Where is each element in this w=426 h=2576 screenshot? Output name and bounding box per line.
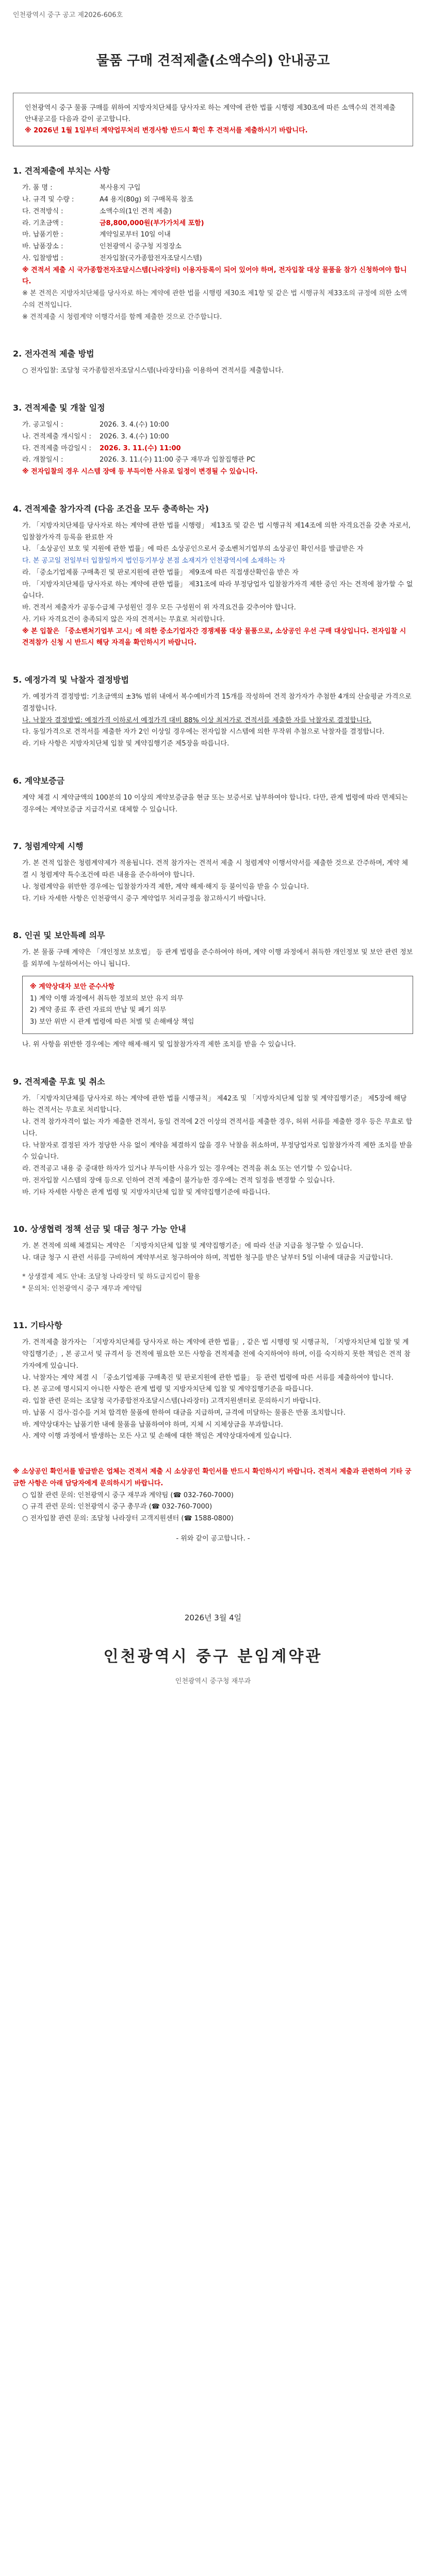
s9-item: 라. 견적공고 내용 중 중대한 하자가 있거나 부득이한 사유가 있는 경우에는 견적을 취소 또는 연기할 수 있습니다. [22,1165,352,1173]
section-10 [13,1222,413,1295]
s1-note: ※ 견적서 제출 시 국가종합전자조달시스템(나라장터) 이용자등록이 되어 있어야 하며, 전자입찰 대상 물품을 참가 신청하여야 합니다. [22,266,407,286]
s7-item: 다. 기타 자세한 사항은 인천광역시 중구 계약업무 처리규정을 참고하시기 바랍니다. [22,894,266,903]
s11-item: 다. 본 공고에 명시되지 아니한 사항은 관계 법령 및 지방자치단체 입찰 및 계약집행기준을 따릅니다. [22,1385,314,1394]
section-10-heading: 10. 상생협력 정책 선금 및 대금 청구 가능 안내 [13,1224,186,1234]
s1-value: 금8,800,000원(부가가치세 포함) [100,219,204,227]
s8-text2: 나. 위 사항을 위반한 경우에는 계약 해제·해지 및 입찰참가자격 제한 조치를 받을 수 있습니다. [22,1040,296,1048]
issuing-authority: 인천광역시 중구 분임계약관 [103,1647,323,1666]
s1-note: ※ 본 견적은 지방자치단체를 당사자로 하는 계약에 관한 법률 시행령 제30조 제1항 및 같은 법 시행규칙 제33조의 규정에 의한 소액수의 견적입니다. [22,290,407,309]
s11-item: 가. 견적제출 참가자는 「지방자치단체를 당사자로 하는 계약에 관한 법률」, 같은 법 시행령 및 시행규칙, 「지방자치단체 입찰 및 계약집행기준」, 본 공고서 및 규격서 등 견적에 필요한 모든 사항을 견적제출 전에 숙지하여야 하며, 이를 숙지하지 못한 책임은 견적 참가자에게 있습니다. [22,1338,411,1370]
s10-list-item: * 상생결제 제도 안내: 조달청 나라장터 및 하도급지킴이 활용 [22,1273,201,1281]
s9-item: 가. 「지방자치단체를 당사자로 하는 계약에 관한 법률 시행규칙」 제42조 및 「지방자치단체 입찰 및 계약집행기준」 제5장에 해당하는 견적서는 무효로 처리합니다. [22,1094,407,1114]
s2-text: ○ 전자입찰: 조달청 국가종합전자조달시스템(나라장터)을 이용하여 견적서를 제출합니다. [22,367,284,375]
closing-sub: - 위와 같이 공고합니다. - [176,1534,250,1543]
section-8-heading: 8. 인권 및 보안특례 의무 [13,930,105,941]
s5-item: 다. 동일가격으로 견적서를 제출한 자가 2인 이상일 경우에는 전자입찰 시스템에 의한 무작위 추첨으로 낙찰자를 결정합니다. [22,728,385,736]
section-6-heading: 6. 계약보증금 [13,775,65,786]
s8-security-box [22,976,413,1034]
intro-red-notice: ※ 2026년 1월 1일부터 계약업무처리 변경사항 반드시 확인 후 견적서를 제출하시기 바랍니다. [25,127,308,135]
s1-value: 인천광역시 중구청 지정장소 [100,243,182,251]
s8-box-title: ※ 계약상대자 보안 준수사항 [30,982,115,991]
section-11 [13,1318,413,1443]
section-4 [13,502,413,649]
s7-item: 가. 본 견적 입찰은 청렴계약제가 적용됩니다. 견적 참가자는 견적서 제출 시 청렴계약 이행서약서를 제출한 것으로 간주하며, 계약 체결 시 청렴계약 특수조건에 따른 내용을 준수하여야 합니다. [22,859,408,879]
s11-item: 사. 계약 이행 과정에서 발생하는 모든 사고 및 손해에 대한 책임은 계약상대자에게 있습니다. [22,1432,292,1440]
s1-row [22,218,413,230]
s4-item: 가. 「지방자치단체를 당사자로 하는 계약에 관한 법률 시행령」 제13조 및 같은 법 시행규칙 제14조에 의한 자격요건을 갖춘 자로서, 입찰참가자격 등록을 완료한 자 [22,521,411,541]
s7-item: 나. 청렴계약을 위반한 경우에는 입찰참가자격 제한, 계약 해제·해지 등 불이익을 받을 수 있습니다. [22,883,309,891]
s4-item: 사. 기타 자격요건이 충족되지 않은 자의 견적서는 무효로 처리합니다. [22,615,225,623]
section-5 [13,673,413,750]
s1-key: 라. 기초금액 : [22,219,63,227]
s9-item: 마. 전자입찰 시스템의 장애 등으로 인하여 견적 제출이 불가능한 경우에는 견적 일정을 변경할 수 있습니다. [22,1176,335,1184]
s3-key: 가. 공고일시 : [22,421,63,429]
s3-value: 2026. 3. 11.(수) 11:00 중구 재무과 입찰집행관 PC [100,456,255,464]
s3-row [22,454,413,466]
section-1 [13,164,413,323]
s1-value: 계약일로부터 10일 이내 [100,231,171,239]
s3-value: 2026. 3. 11.(수) 11:00 [100,444,181,452]
s1-note: ※ 견적제출 시 청렴계약 이행각서를 함께 제출한 것으로 간주합니다. [22,313,222,321]
contact-line: ○ 전자입찰 관련 문의: 조달청 나라장터 고객지원센터 (☎ 1588-0800) [22,1515,234,1523]
s3-key: 라. 개찰일시 : [22,456,63,464]
s11-item: 마. 납품 시 검사·검수를 거쳐 합격한 물품에 한하여 대금을 지급하며, 규격에 미달하는 물품은 반품 조치합니다. [22,1409,346,1417]
announcement-number: 인천광역시 중구 공고 제2026-606호 [13,11,123,19]
s4-item: 바. 견적서 제출자가 공동수급체 구성원인 경우 모든 구성원이 위 자격요건을 갖추어야 합니다. [22,604,296,612]
section-3-heading: 3. 견적제출 및 개찰 일정 [13,403,105,413]
s4-item: 라. 「중소기업제품 구매촉진 및 판로지원에 관한 법률」 제9조에 따른 직접생산확인을 받은 자 [22,568,299,577]
s1-row [22,229,413,241]
s4-item: 다. 본 공고일 전일부터 입찰일까지 법인등기부상 본점 소재지가 인천광역시에 소재하는 자 [22,557,286,565]
s3-value: 2026. 3. 4.(수) 10:00 [100,432,169,440]
intro-box [13,93,413,146]
section-7-heading: 7. 청렴계약제 시행 [13,841,84,852]
s1-row [22,182,413,194]
s3-note: ※ 전자입찰의 경우 시스템 장애 등 부득이한 사유로 일정이 변경될 수 있습니다. [22,468,258,476]
section-4-heading: 4. 견적제출 참가자격 (다음 조건을 모두 충족하는 자) [13,503,209,514]
s1-value: 전자입찰(국가종합전자조달시스템) [100,254,202,262]
s8-box-item: 2) 계약 종료 후 관련 자료의 반납 및 폐기 의무 [30,1006,167,1014]
issuing-department: 인천광역시 중구청 재무과 [175,1677,251,1685]
section-2 [13,347,413,377]
s3-row [22,419,413,431]
document-header [13,9,413,19]
notice-document [13,0,413,1685]
s1-value: 복사용지 구입 [100,184,141,192]
section-contacts [13,1466,413,1545]
section-11-heading: 11. 기타사항 [13,1320,62,1331]
s1-key: 나. 규격 및 수량 : [22,196,74,204]
section-8 [13,928,413,1050]
section-7 [13,839,413,905]
s10-text2: 나. 대금 청구 시 관련 서류를 구비하여 계약부서로 청구하여야 하며, 적법한 청구를 받은 날부터 5일 이내에 대금을 지급합니다. [22,1254,393,1262]
s9-item: 다. 낙찰자로 결정된 자가 정당한 사유 없이 계약을 체결하지 않을 경우 낙찰을 취소하며, 부정당업자로 입찰참가자격 제한 조치를 받을 수 있습니다. [22,1141,413,1161]
s5-item: 라. 기타 사항은 지방자치단체 입찰 및 계약집행기준 제5장을 따릅니다. [22,740,230,748]
s9-item: 나. 견적 참가자격이 없는 자가 제출한 견적서, 동일 견적에 2건 이상의 견적서를 제출한 경우, 허위 서류를 제출한 경우 등은 무효로 합니다. [22,1118,413,1138]
s1-key: 다. 견적방식 : [22,207,63,215]
section-2-heading: 2. 전자견적 제출 방법 [13,349,94,359]
s1-value: A4 용지(80g) 외 구매목록 참조 [100,196,193,204]
s8-box-item: 3) 보안 위반 시 관계 법령에 따른 처벌 및 손해배상 책임 [30,1018,194,1026]
s1-key: 바. 납품장소 : [22,243,63,251]
s4-item: 마. 「지방자치단체를 당사자로 하는 계약에 관한 법률」 제31조에 따라 부정당업자 입찰참가자격 제한 중인 자는 견적에 참가할 수 없습니다. [22,580,413,600]
intro-text: 인천광역시 중구 물품 구매를 위하여 지방자치단체를 당사자로 하는 계약에 관한 법률 시행령 제30조에 따른 소액수의 견적제출 안내공고를 다음과 같이 공고합니다. [25,104,396,124]
contact-line: ○ 규격 관련 문의: 인천광역시 중구 총무과 (☎ 032-760-7000) [22,1503,212,1511]
s1-key: 사. 입찰방법 : [22,254,63,262]
s1-row [22,206,413,218]
s11-item: 라. 입찰 관련 문의는 조달청 국가종합전자조달시스템(나라장터) 고객지원센터로 문의하시기 바랍니다. [22,1397,321,1405]
s3-key: 다. 견적제출 마감일시 : [22,444,91,452]
document-footer [13,1612,413,1685]
s1-key: 마. 납품기한 : [22,231,63,239]
s3-value: 2026. 3. 4.(수) 10:00 [100,421,169,429]
s1-row [22,241,413,253]
section-5-heading: 5. 예정가격 및 낙찰자 결정방법 [13,675,129,685]
s1-value: 소액수의(1인 견적 제출) [100,207,172,215]
s9-item: 바. 기타 자세한 사항은 관계 법령 및 지방자치단체 입찰 및 계약집행기준에 따릅니다. [22,1188,270,1196]
s3-row [22,443,413,455]
page-title: 물품 구매 견적제출(소액수의) 안내공고 [96,53,330,69]
section-6 [13,774,413,816]
section-3 [13,401,413,478]
section-1-heading: 1. 견적제출에 부치는 사항 [13,166,110,176]
s6-text: 계약 체결 시 계약금액의 100분의 10 이상의 계약보증금을 현금 또는 보증서로 납부하여야 합니다. 다만, 관계 법령에 따라 면제되는 경우에는 계약보증금 지급각서로 대체할 수 있습니다. [22,793,408,814]
s3-row [22,431,413,443]
s10-list-item: * 문의처: 인천광역시 중구 재무과 계약팀 [22,1284,142,1293]
s8-text: 가. 본 물품 구매 계약은 「개인정보 보호법」 등 관계 법령을 준수하여야 하며, 계약 이행 과정에서 취득한 개인정보 및 보안 관련 정보를 외부에 누설하여서는 아니 됩니다. [22,948,413,969]
contact-line: ○ 입찰 관련 문의: 인천광역시 중구 재무과 계약팀 (☎ 032-760-7000) [22,1491,234,1499]
s1-key: 가. 품 명 : [22,184,53,192]
contacts-notice: ※ 소상공인 확인서를 발급받은 업체는 견적서 제출 시 소상공인 확인서를 반드시 확인하시기 바랍니다. 견적서 제출과 관련하여 기타 궁금한 사항은 아래 담당자에게 문의하시기 바랍니다. [13,1468,412,1487]
s5-item: 가. 예정가격 결정방법: 기초금액의 ±3% 범위 내에서 복수예비가격 15개를 작성하여 견적 참가자가 추첨한 4개의 산술평균 가격으로 결정합니다. [22,693,412,713]
s5-item: 나. 낙찰자 결정방법: 예정가격 이하로서 예정가격 대비 88% 이상 최저가로 견적서를 제출한 자를 낙찰자로 결정합니다. [22,716,372,724]
s1-row [22,253,413,265]
s4-item: 나. 「소상공인 보호 및 지원에 관한 법률」에 따른 소상공인으로서 중소벤처기업부의 소상공인 확인서를 발급받은 자 [22,545,364,553]
s4-red-note: ※ 본 입찰은 「중소벤처기업부 고시」에 의한 중소기업자간 경쟁제품 대상 물품으로, 소상공인 우선 구매 대상입니다. 전자입찰 시 견적참가 신청 시 반드시 해당 자격을 확인하시기 바랍니다. [22,627,406,647]
s8-box-item: 1) 계약 이행 과정에서 취득한 정보의 보안 유지 의무 [30,994,184,1003]
s10-text: 가. 본 견적에 의해 체결되는 계약은 「지방자치단체 입찰 및 계약집행기준」에 따라 선금 지급을 청구할 수 있습니다. [22,1242,364,1250]
section-9 [13,1075,413,1199]
s11-item: 바. 계약상대자는 납품기한 내에 물품을 납품하여야 하며, 지체 시 지체상금을 부과합니다. [22,1420,283,1429]
announcement-date: 2026년 3월 4일 [184,1613,242,1622]
section-9-heading: 9. 견적제출 무효 및 취소 [13,1076,105,1087]
s3-key: 나. 견적제출 개시일시 : [22,432,91,440]
s11-item: 나. 낙찰자는 계약 체결 시 「중소기업제품 구매촉진 및 판로지원에 관한 법률」 등 관련 법령에 따른 서류를 제출하여야 합니다. [22,1374,394,1382]
s1-row [22,194,413,206]
